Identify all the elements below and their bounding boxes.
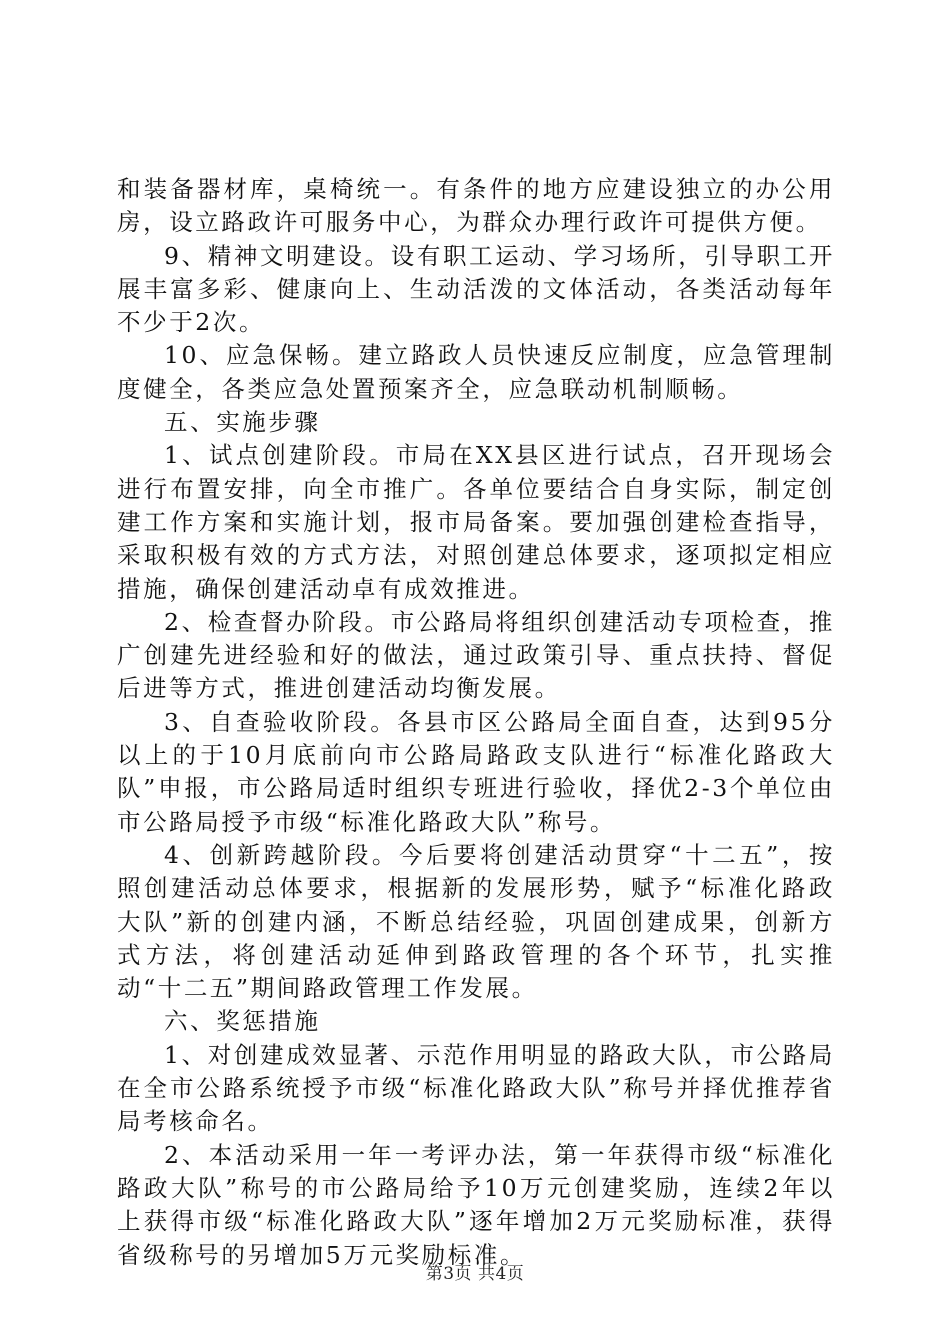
- section-heading-5: 五、实施步骤: [164, 408, 321, 437]
- paragraph-step-2: 2、检查督办阶段。市公路局将组织创建活动专项检查，推广创建先进经验和好的做法，通过政策引导、重点扶持、督促后进等方式，推进创建活动均衡发展。: [117, 607, 835, 703]
- paragraph-item-9: 9、精神文明建设。设有职工运动、学习场所，引导职工开展丰富多彩、健康向上、生动活泼的文体活动，各类活动每年不少于2次。: [117, 241, 835, 337]
- paragraph-measure-2: 2、本活动采用一年一考评办法，第一年获得市级“标准化路政大队”称号的市公路局给予10万元创建奖励，连续2年以上获得市级“标准化路政大队”逐年增加2万元奖励标准，获得省级称号的另增加5万元奖励标准。: [117, 1140, 835, 1269]
- paragraph-step-4: 4、创新跨越阶段。今后要将创建活动贯穿“十二五”，按照创建活动总体要求，根据新的发展形势，赋予“标准化路政大队”新的创建内涵，不断总结经验，巩固创建成果，创新方式方法，将创建活动延伸到路政管理的各个环节，扎实推动“十二五”期间路政管理工作发展。: [117, 840, 835, 1003]
- paragraph-step-1: 1、试点创建阶段。市局在XX县区进行试点，召开现场会进行布置安排，向全市推广。各单位要结合自身实际，制定创建工作方案和实施计划，报市局备案。要加强创建检查指导，采取积极有效的方式方法，对照创建总体要求，逐项拟定相应措施，确保创建活动卓有成效推进。: [117, 441, 835, 603]
- document-body: [117, 173, 835, 1272]
- paragraph-measure-1: 1、对创建成效显著、示范作用明显的路政大队，市公路局在全市公路系统授予市级“标准化路政大队”称号并择优推荐省局考核命名。: [117, 1040, 835, 1136]
- paragraph-continued: 和装备器材库，桌椅统一。有条件的地方应建设独立的办公用房，设立路政许可服务中心，为群众办理行政许可提供方便。: [117, 175, 835, 237]
- page-number-label: 第3页 共4页: [425, 1264, 525, 1284]
- page-footer: [0, 1259, 950, 1284]
- paragraph-item-10: 10、应急保畅。建立路政人员快速反应制度，应急管理制度健全，各类应急处置预案齐全，应急联动机制顺畅。: [117, 341, 835, 403]
- section-heading-6: 六、奖惩措施: [164, 1007, 321, 1036]
- paragraph-step-3: 3、自查验收阶段。各县市区公路局全面自查，达到95分以上的于10月底前向市公路局路政支队进行“标准化路政大队”申报，市公路局适时组织专班进行验收，择优2-3个单位由市公路局授予市级“标准化路政大队”称号。: [117, 707, 835, 836]
